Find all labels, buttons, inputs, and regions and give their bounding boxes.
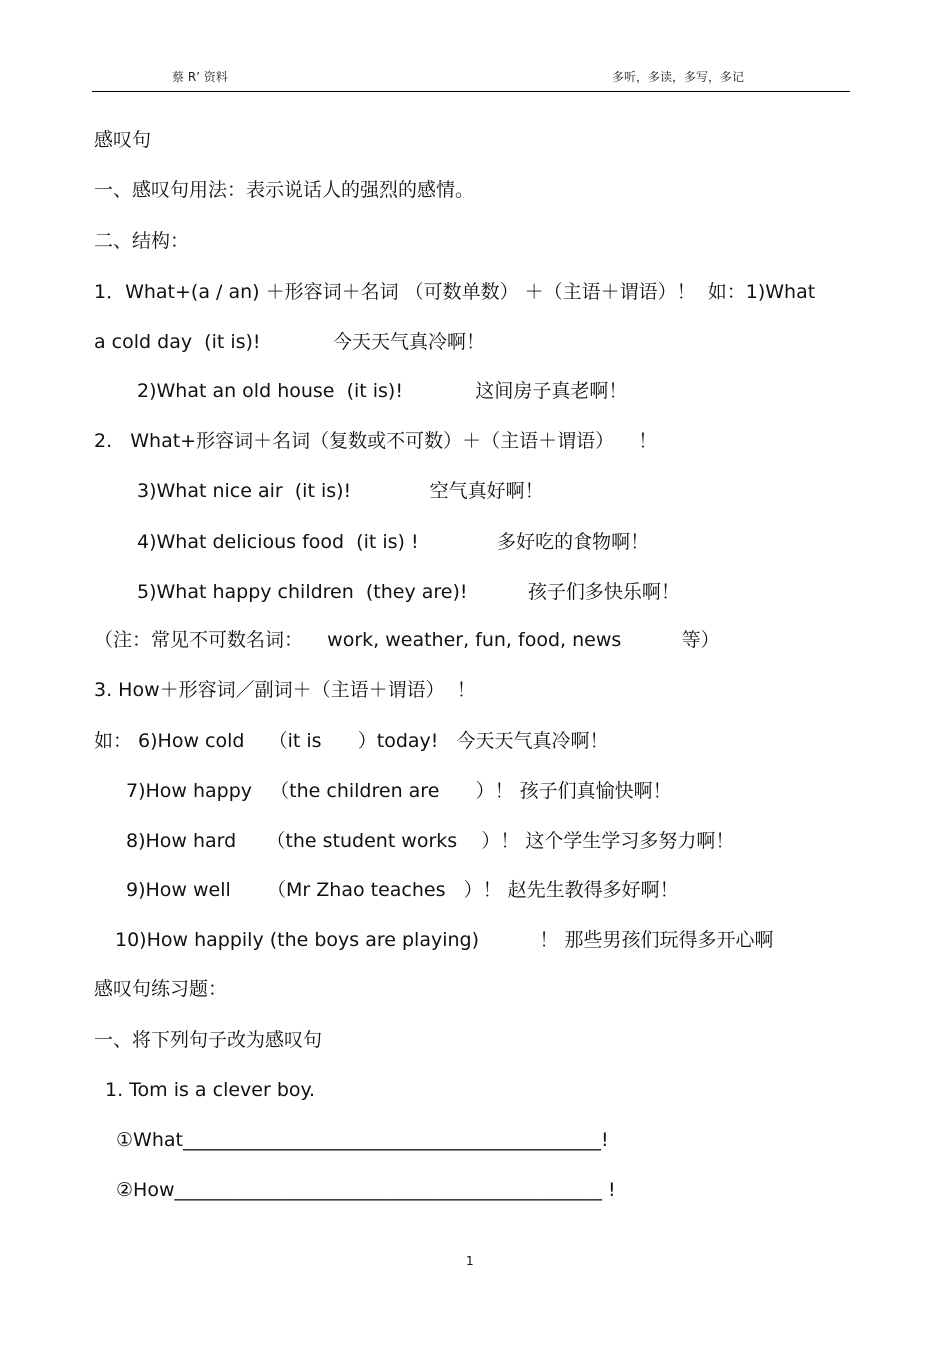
rule-2-text: 2. What+形容词＋名词（复数或不可数）＋（主语＋谓语） ！ <box>94 430 658 452</box>
usage-heading: 一、感叹句用法：表示说话人的强烈的感情。 <box>94 179 475 201</box>
exercise-question: 1. Tom is a clever boy. <box>105 1079 316 1101</box>
example-line: a cold day (it is)! 今天天气真冷啊！ <box>94 331 486 353</box>
example-line: 8)How hard （the student works ）！ 这个学生学习多努力啊！ <box>126 830 735 852</box>
exercise-heading: 感叹句练习题： <box>94 978 228 1000</box>
example-line: 10)How happily (the boys are playing) ！ 那些男孩们玩得多开心啊 <box>115 929 774 951</box>
section-title: 感叹句 <box>94 129 152 151</box>
example-line: 3)What nice air (it is)! 空气真好啊！ <box>137 480 544 502</box>
note-line: （注：常见不可数名词： work, weather, fun, food, news 等） <box>94 629 720 651</box>
rule-1-text: 1．What+(a / an) ＋形容词＋名词 （可数单数） ＋（主语＋谓语）！ 如：1)What <box>94 281 816 303</box>
example-line: 2)What an old house (it is)! 这间房子真老啊！ <box>137 380 628 402</box>
rule-3-text: 3. How＋形容词／副词＋（主语＋谓语） ！ <box>94 679 476 701</box>
example-line: 5)What happy children (they are)! 孩子们多快乐啊！ <box>137 581 680 603</box>
example-line: 9)How well （Mr Zhao teaches ）！ 赵先生教得多好啊！ <box>126 879 679 901</box>
example-line: 如： 6)How cold （it is ）today! 今天天气真冷啊！ <box>94 730 609 752</box>
exercise-instruction: 一、将下列句子改为感叹句 <box>94 1029 323 1051</box>
answer-blank-what: ①What____________________________________________! <box>116 1129 609 1151</box>
header-rule <box>92 91 850 92</box>
example-line: 7)How happy （the children are ）！ 孩子们真愉快啊！ <box>126 780 672 802</box>
answer-blank-how: ②How_____________________________________________ ! <box>116 1179 616 1201</box>
page-number: 1 <box>466 1254 474 1268</box>
header-left-text: 蔡 R’ 资料 <box>172 70 228 84</box>
header-right-text: 多听，多读，多写，多记 <box>612 70 745 84</box>
structure-heading: 二、结构： <box>94 230 190 252</box>
example-line: 4)What delicious food (it is) ! 多好吃的食物啊！ <box>137 531 650 553</box>
